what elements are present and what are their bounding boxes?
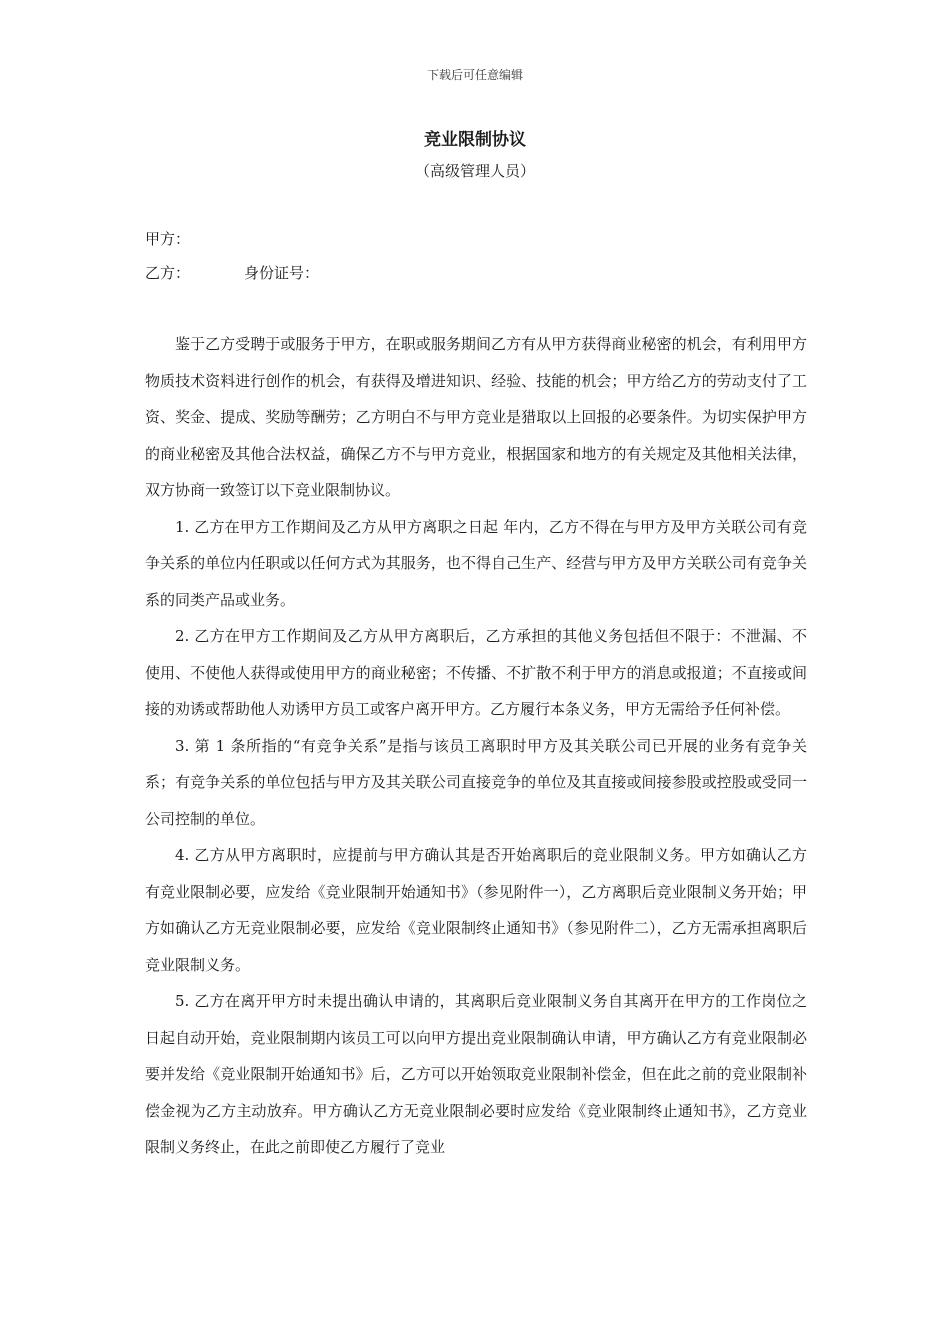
preamble-paragraph: 鉴于乙方受聘于或服务于甲方，在职或服务期间乙方有从甲方获得商业秘密的机会，有利用甲方物质技术资料进行创作的机会，有获得及增进知识、经验、技能的机会；甲方给乙方的劳动支付了工资、奖金、提成、奖励等酬劳；乙方明白不与甲方竞业是猎取以上回报的必要条件。为切实保护甲方的商业秘密及其他合法权益，确保乙方不与甲方竞业，根据国家和地方的有关规定及其他相关法律，双方协商一致签订以下竞业限制协议。 <box>145 335 807 499</box>
clause-5-paragraph: 5. 乙方在离开甲方时未提出确认申请的，其离职后竞业限制义务自其离开在甲方的工作岗位之日起自动开始，竞业限制期内该员工可以向甲方提出竞业限制确认申请，甲方确认乙方有竞业限制必要并发给《竞业限制开始通知书》后，乙方可以开始领取竞业限制补偿金，但在此之前的竞业限制补偿金视为乙方主动放弃。甲方确认乙方无竞业限制必要时应发给《竞业限制终止通知书》，乙方竞业限制义务终止，在此之前即使乙方履行了竞业 <box>145 992 807 1156</box>
header-note: 下载后可任意编辑 <box>426 68 523 82</box>
document-title: 竞业限制协议 <box>424 130 526 150</box>
clause-3-paragraph: 3. 第 1 条所指的“有竞争关系”是指与该员工离职时甲方及其关联公司已开展的业务有竞争关系；有竞争关系的单位包括与甲方及其关联公司直接竞争的单位及其直接或间接参股或控股或受同一公司控制的单位。 <box>145 736 808 828</box>
clause-1-paragraph: 1. 乙方在甲方工作期间及乙方从甲方离职之日起 年内，乙方不得在与甲方及甲方关联公司有竞争关系的单位内任职或以任何方式为其服务，也不得自己生产、经营与甲方及甲方关联公司有竞争关系的同类产品或业务。 <box>145 517 807 609</box>
party-b-label: 乙方： <box>145 264 191 282</box>
agreement-body <box>145 326 807 1166</box>
clause-2-paragraph: 2. 乙方在甲方工作期间及乙方从甲方离职后，乙方承担的其他义务包括但不限于：不泄漏、不使用、不使他人获得或使用甲方的商业秘密；不传播、不扩散不利于甲方的消息或报道；不直接或间接的劝诱或帮助他人劝诱甲方员工或客户离开甲方。乙方履行本条义务，甲方无需给予任何补偿。 <box>145 627 807 718</box>
party-a-line <box>145 228 190 249</box>
party-b-line <box>145 262 319 283</box>
id-number-label: 身份证号： <box>244 264 320 282</box>
party-a-label: 甲方： <box>145 230 191 248</box>
document-subtitle: （高级管理人员） <box>414 162 535 180</box>
clause-4-paragraph: 4. 乙方从甲方离职时，应提前与甲方确认其是否开始离职后的竞业限制义务。甲方如确认乙方有竞业限制必要，应发给《竞业限制开始通知书》（参见附件一），乙方离职后竞业限制义务开始；甲方如确认乙方无竞业限制必要，应发给《竞业限制终止通知书》（参见附件二），乙方无需承担离职后竞业限制义务。 <box>145 846 807 974</box>
